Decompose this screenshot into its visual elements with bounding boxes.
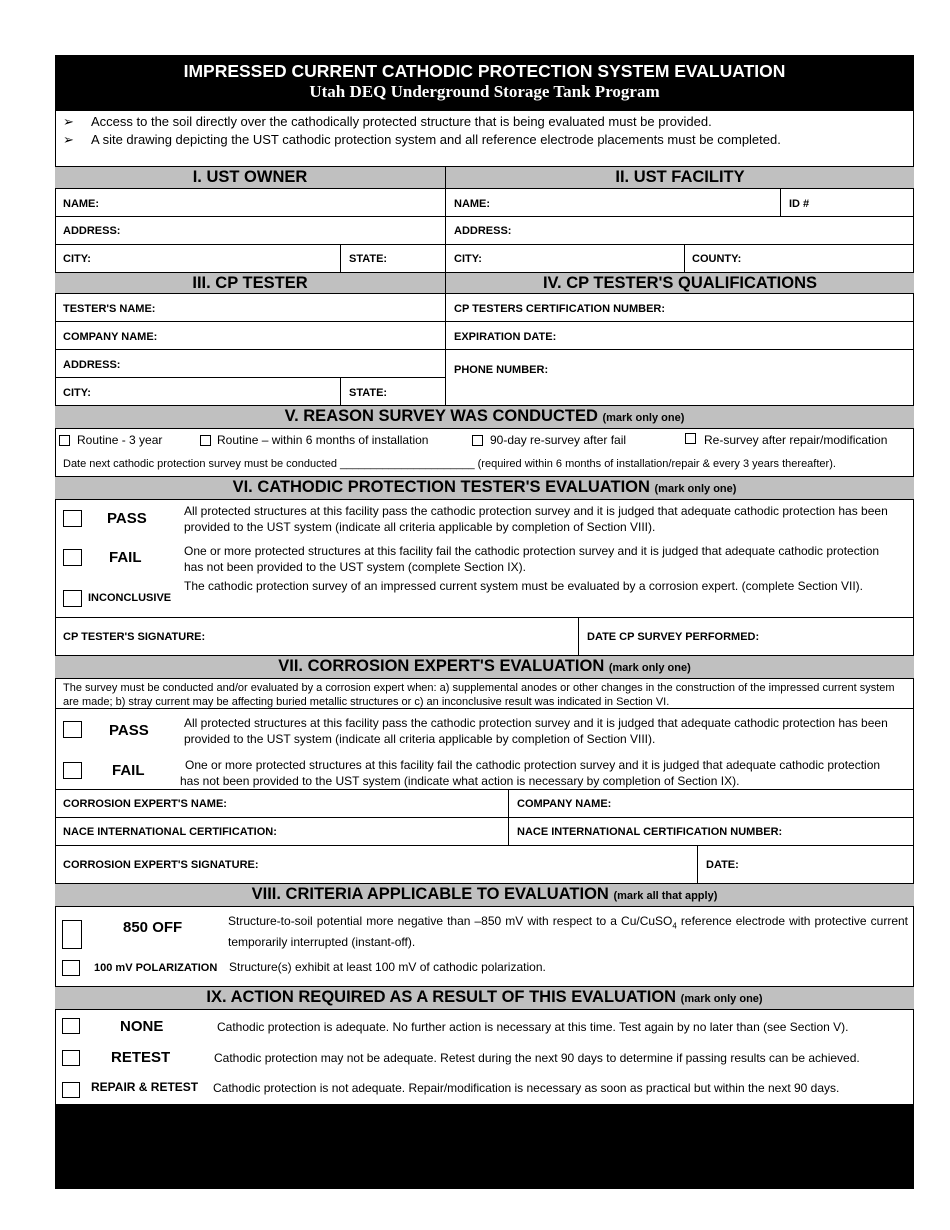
facility-city-label: CITY: — [454, 253, 482, 265]
bullet-site-drawing: A site drawing depicting the UST cathodic protection system and all reference electrode placements must be completed. — [91, 132, 781, 147]
tester-inconclusive-label: INCONCLUSIVE — [88, 592, 172, 604]
expert-fail-label: FAIL — [112, 762, 145, 779]
option-routine-6-months: Routine – within 6 months of installation — [217, 433, 429, 447]
tester-name-label: TESTER'S NAME: — [63, 303, 156, 315]
section-8-header: VIII. CRITERIA APPLICABLE TO EVALUATION (mark all that apply) — [55, 883, 914, 907]
option-resurvey-after-repair: Re-survey after repair/modification — [704, 433, 888, 447]
checkbox-850-off[interactable] — [62, 920, 82, 949]
next-survey-date-line: Date next cathodic protection survey must be conducted ______________________ (required within 6 months of installation/repair & every 3 years thereafter). — [63, 458, 836, 470]
subscript-4: 4 — [672, 921, 677, 931]
frame-right — [913, 55, 914, 1105]
nace-number-label: NACE INTERNATIONAL CERTIFICATION NUMBER: — [517, 826, 783, 838]
tester-address-label: ADDRESS: — [63, 359, 121, 371]
checkbox-tester-pass[interactable] — [63, 510, 82, 527]
expert-signature-label: CORROSION EXPERT'S SIGNATURE: — [63, 859, 259, 871]
form-subtitle: Utah DEQ Underground Storage Tank Program — [309, 82, 660, 101]
tester-inconclusive-text: The cathodic protection survey of an impressed current system must be evaluated by a corrosion expert. (complete Section VII). — [184, 579, 863, 593]
owner-address-label: ADDRESS: — [63, 225, 121, 237]
option-90-day-resurvey: 90-day re-survey after fail — [490, 433, 627, 447]
tester-state-label: STATE: — [349, 387, 388, 399]
nace-cert-label: NACE INTERNATIONAL CERTIFICATION: — [63, 826, 277, 838]
expert-pass-text: All protected structures at this facility pass the cathodic protection survey and it is judged that adequate cathodic protection has been provided to the UST system (indicate all criteria applicable by completion of Section VIII). — [184, 716, 888, 746]
section-3-header: III. CP TESTER — [55, 273, 445, 293]
checkbox-action-repair-retest[interactable] — [62, 1082, 80, 1098]
action-repair-retest-text: Cathodic protection is not adequate. Repair/modification is necessary as soon as practical but within the next 90 days. — [213, 1081, 840, 1095]
footer-bar — [55, 1104, 914, 1189]
expert-company-label: COMPANY NAME: — [517, 798, 612, 810]
checkbox-100mv-polarization[interactable] — [62, 960, 80, 976]
action-repair-retest-label: REPAIR & RETEST — [91, 1080, 199, 1094]
facility-name-label: NAME: — [454, 198, 491, 210]
expert-fail-text: One or more protected structures at this facility fail the cathodic protection survey and it is judged that adequate cathodic protection has not been provided to the UST system (indicate what action is necessary by completion of Section IX). — [180, 758, 881, 788]
criteria-850-off-text: Structure-to-soil potential more negative than –850 mV with respect to a Cu/CuSO$_4$ reference electrode with protective current temporarily interrupted (instant-off). — [228, 914, 908, 950]
section-2-header: II. UST FACILITY — [446, 167, 914, 188]
tester-pass-text: All protected structures at this facility pass the cathodic protection survey and it is judged that adequate cathodic protection has been provided to the UST system (indicate all criteria applicable by completion of Section VIII). — [184, 504, 888, 534]
owner-name-label: NAME: — [63, 198, 100, 210]
checkbox-90-day-resurvey[interactable] — [472, 435, 483, 446]
owner-state-label: STATE: — [349, 253, 388, 265]
survey-date-label: DATE CP SURVEY PERFORMED: — [587, 631, 760, 643]
bullet-glyph: ➢ — [63, 132, 74, 147]
tester-signature-label: CP TESTER'S SIGNATURE: — [63, 631, 206, 643]
checkbox-tester-fail[interactable] — [63, 549, 82, 566]
section-4-header: IV. CP TESTER'S QUALIFICATIONS — [446, 273, 914, 293]
form-title: IMPRESSED CURRENT CATHODIC PROTECTION SYSTEM EVALUATION — [183, 61, 786, 81]
tester-phone-label: PHONE NUMBER: — [454, 364, 549, 376]
checkbox-action-none[interactable] — [62, 1018, 80, 1034]
tester-pass-label: PASS — [107, 510, 147, 527]
checkbox-routine-6-months[interactable] — [200, 435, 211, 446]
expert-name-label: CORROSION EXPERT'S NAME: — [63, 798, 227, 810]
section-7-header: VII. CORROSION EXPERT'S EVALUATION (mark only one) — [55, 655, 914, 679]
tester-fail-text: One or more protected structures at this facility fail the cathodic protection survey and it is judged that adequate cathodic protection has not been provided to the UST system (complete Section IX). — [184, 544, 880, 574]
checkbox-expert-pass[interactable] — [63, 721, 82, 738]
checkbox-routine-3-year[interactable] — [59, 435, 70, 446]
section-6-header: VI. CATHODIC PROTECTION TESTER'S EVALUATION (mark only one) — [55, 476, 914, 500]
expert-pass-label: PASS — [109, 722, 149, 739]
section-1-header: I. UST OWNER — [55, 167, 445, 188]
checkbox-tester-inconclusive[interactable] — [63, 590, 82, 607]
header-bar — [55, 55, 914, 111]
checkbox-expert-fail[interactable] — [63, 762, 82, 779]
tester-fail-label: FAIL — [109, 549, 142, 566]
criteria-100mv-text: Structure(s) exhibit at least 100 mV of cathodic polarization. — [229, 960, 546, 974]
checkbox-resurvey-after-repair[interactable] — [685, 433, 696, 444]
owner-city-label: CITY: — [63, 253, 91, 265]
action-none-text: Cathodic protection is adequate. No further action is necessary at this time. Test again by no later than (see Section V). — [217, 1020, 849, 1034]
facility-county-label: COUNTY: — [692, 253, 742, 265]
bullet-glyph: ➢ — [63, 114, 74, 129]
criteria-100mv-label: 100 mV POLARIZATION — [94, 962, 218, 974]
bullet-soil-access: Access to the soil directly over the cathodically protected structure that is being evaluated must be provided. — [91, 114, 712, 129]
section-5-header: V. REASON SURVEY WAS CONDUCTED (mark only one) — [55, 405, 914, 429]
criteria-850-off-label: 850 OFF — [123, 919, 183, 936]
section-9-header: IX. ACTION REQUIRED AS A RESULT OF THIS EVALUATION (mark only one) — [55, 986, 914, 1010]
tester-cert-label: CP TESTERS CERTIFICATION NUMBER: — [454, 303, 666, 315]
tester-expiration-label: EXPIRATION DATE: — [454, 331, 557, 343]
checkbox-action-retest[interactable] — [62, 1050, 80, 1066]
action-retest-text: Cathodic protection may not be adequate. Retest during the next 90 days to determine if passing results can be achieved. — [214, 1051, 860, 1065]
option-routine-3-year: Routine - 3 year — [77, 433, 163, 447]
frame-left — [55, 55, 56, 1105]
expert-date-label: DATE: — [706, 859, 739, 871]
tester-company-label: COMPANY NAME: — [63, 331, 158, 343]
tester-city-label: CITY: — [63, 387, 91, 399]
action-none-label: NONE — [120, 1018, 164, 1035]
action-retest-label: RETEST — [111, 1049, 171, 1066]
facility-address-label: ADDRESS: — [454, 225, 512, 237]
facility-id-label: ID # — [789, 198, 810, 210]
expert-intro-text: The survey must be conducted and/or evaluated by a corrosion expert when: a) supplemental anodes or other changes in the construction of the impressed current system are made; b) stray current may be affecting buried metallic structures or c) an inconclusive result was indicated in Section VI. — [63, 682, 895, 708]
